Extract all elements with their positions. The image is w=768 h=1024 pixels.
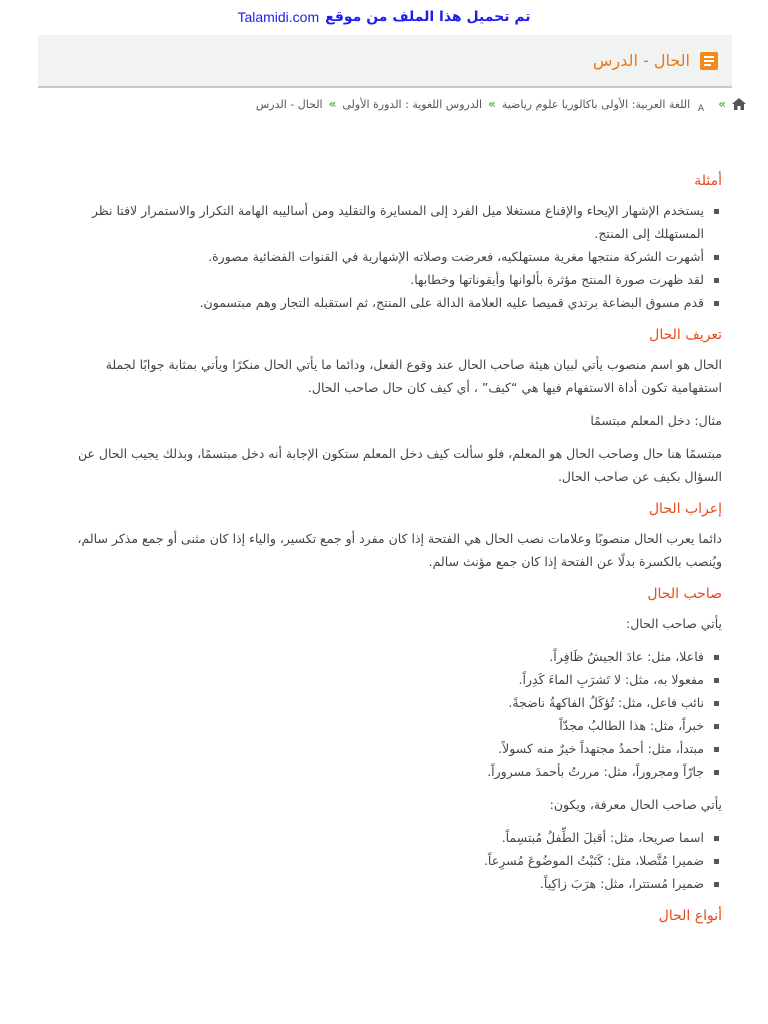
breadcrumb-item-current: الحال - الدرس	[255, 97, 323, 111]
list-item: ضميرا مُتَّصلا، مثل: كَتَبْتُ الموضُوعَ مُسرِعاً.	[66, 849, 704, 872]
list-item: خبراً، مثل: هذا الطالبُ مجدّاً	[66, 714, 704, 737]
download-banner	[0, 0, 768, 32]
list-item: نائب فاعل، مثل: تُؤكَلُ الفاكهةُ ناضجةً.	[66, 691, 704, 714]
list-item: ضميرا مُستترا، مثل: هرَبَ زاكِياً.	[66, 872, 704, 895]
home-icon[interactable]	[732, 98, 746, 110]
list-item: أشهرت الشركة منتجها مغرية مستهلكيه، فعرضت وصلاته الإشهارية في القنوات الفضائية مصورة.	[66, 245, 704, 268]
section-heading-examples: أمثلة	[694, 173, 722, 189]
paragraph: يأتي صاحب الحال:	[625, 616, 722, 631]
page-header	[38, 35, 732, 88]
list-item: جارّاً ومجروراً، مثل: مررتُ بأحمدَ مسروراً.	[66, 760, 704, 783]
list-item: اسما صريحا، مثل: أقبلَ الطِّفلُ مُبتسِماً.	[66, 826, 704, 849]
paragraph: مبتسمًا هنا حال وصاحب الحال هو المعلم، فلو سألت كيف دخل المعلم ستكون الإجابة أنه دخل مبتسمًا، وبذلك يجيب الحال عن السؤال بكيف عن صاحب الحال.	[77, 446, 722, 484]
list-item: مفعولا به، مثل: لا تَشرَبِ الماءَ كَدِراً.	[66, 668, 704, 691]
paragraph: دائما يعرب الحال منصوبًا وعلامات نصب الحال هي الفتحة إذا كان مفرد أو جمع تكسير، والياء إذا كان مثنى أو جمع مذكر سالم، ويُنصب بالكسرة بدلًا عن الفتحة إذا كان جمع مؤنث سالم.	[77, 531, 722, 569]
paragraph: يأتي صاحب الحال معرفة، ويكون:	[549, 797, 722, 812]
paragraph: مثال: دخل المعلم مبتسمًا	[590, 413, 722, 428]
list-item: يستخدم الإشهار الإيحاء والإقناع مستغلا ميل الفرد إلى المسايرة والتقليد ومن أساليبه الهامة التكرار والاستمرار لافتا نظر المستهلك إلى المنتج.	[66, 199, 704, 245]
list-item: قدم مسوق البضاعة برتدي قميصا عليه العلامة الدالة على المنتج، ثم استقبله التجار وهم مبتسمون.	[66, 291, 704, 314]
examples-list	[66, 199, 722, 314]
breadcrumb-separator: »	[488, 97, 496, 111]
section-heading-parsing: إعراب الحال	[648, 501, 722, 517]
document-icon	[700, 52, 718, 70]
page-title: الحال - الدرس	[592, 51, 690, 70]
lesson-content	[66, 170, 722, 934]
owner-definite-list	[66, 826, 722, 895]
list-item: مبتدأ، مثل: أحمدُ مجتهداً خيرٌ منه كسولاً.	[66, 737, 704, 760]
breadcrumb-separator: »	[718, 97, 726, 111]
breadcrumb-item[interactable]: اللغة العربية: الأولى باكالوريا علوم رياضية	[501, 97, 691, 111]
translate-icon	[696, 97, 712, 111]
section-heading-owner: صاحب الحال	[647, 586, 722, 602]
paragraph: الحال هو اسم منصوب يأتي لبيان هيئة صاحب الحال عند وقوع الفعل، ودائما ما يأتي الحال منكرًا ويأتي بمثابة جوابًا لجملة استفهامية تكون أداة الاستفهام فيها هي “كيف” ، أي كيف كان حال صاحب الحال.	[105, 357, 722, 395]
owner-list	[66, 645, 722, 783]
list-item: لقد ظهرت صورة المنتج مؤثرة بألوانها وأيقوناتها وخطابها.	[66, 268, 704, 291]
section-heading-definition: تعريف الحال	[649, 327, 722, 343]
section-heading-types: أنواع الحال	[658, 908, 722, 924]
banner-site-link[interactable]: Talamidi.com	[237, 9, 320, 25]
breadcrumb-separator: »	[328, 97, 337, 111]
list-item: فاعلا، مثل: عادَ الجيشُ ظَافِراً.	[66, 645, 704, 668]
breadcrumb	[256, 97, 746, 111]
breadcrumb-item[interactable]: الدروس اللغوية : الدورة الأولى	[342, 97, 483, 111]
svg-text:A: A	[698, 104, 705, 111]
banner-text: تم تحميل هذا الملف من موقع	[325, 9, 531, 25]
